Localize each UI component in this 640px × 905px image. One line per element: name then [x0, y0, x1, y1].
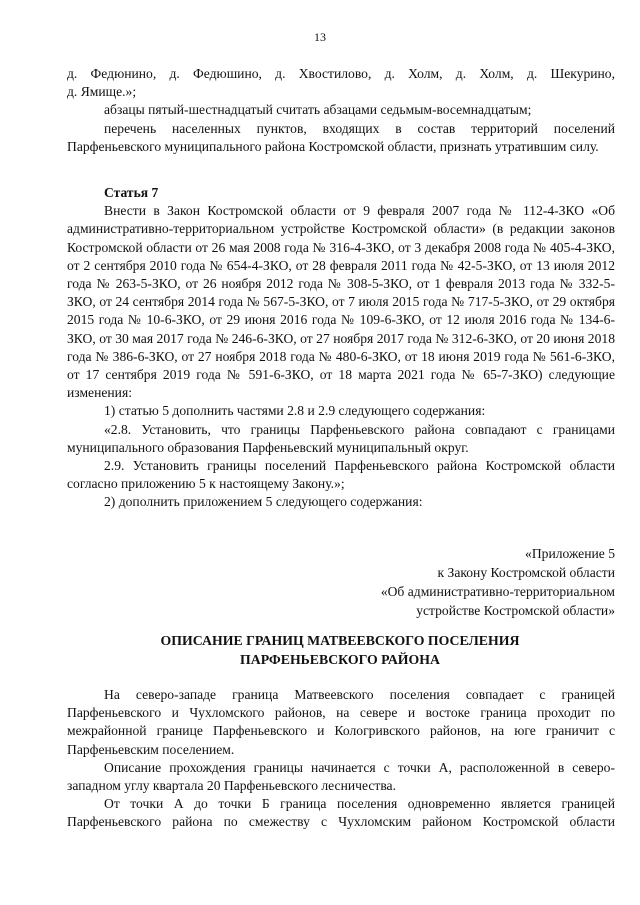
paragraph-renumbering: абзацы пятый-шестнадцатый считать абзацами седьмым-восемнадцатым; — [104, 102, 532, 118]
description-paragraph-3: От точки А до точки Б граница поселения одновременно является границей Парфеньевского района по смежеству с Чухломским районом Костромской области — [67, 796, 615, 830]
article-item-1-part-2-9: 2.9. Установить границы поселений Парфеньевского района Костромской области согласно приложению 5 к настоящему Закону.»; — [67, 458, 615, 492]
document-title — [0, 631, 640, 669]
title-line-2: ПАРФЕНЬЕВСКОГО РАЙОНА — [240, 652, 440, 667]
appendix-line-4: устройстве Костромской области» — [416, 603, 615, 618]
appendix-line-1: «Приложение 5 — [525, 546, 615, 561]
paragraph-repeal: перечень населенных пунктов, входящих в состав территорий поселений Парфеньевского муниципального района Костромской области, признать утратившим силу. — [67, 120, 615, 154]
article-7 — [67, 184, 615, 512]
article-heading: Статья 7 — [104, 185, 159, 200]
article-intro: Внести в Закон Костромской области от 9 февраля 2007 года № 112-4-ЗКО «Об административно-территориальном устройстве Костромской области» (в редакции законов Костромской области от 26 мая 2008 года № 316-4-ЗКО, от 3 декабря 2008 года № 405-4-ЗКО, от 2 сентября 2010 года № 654-4-ЗКО, от 28 февраля 2011 года № 42-5-ЗКО, от 13 июля 2012 года № 263-5-ЗКО, от 26 ноября 2012 года № 308-5-ЗКО, от 1 февраля 2013 года № 332-5-ЗКО, от 24 сентября 2014 года № 567-5-ЗКО, от 7 июля 2015 года № 717-5-ЗКО, от 29 октября 2015 года № 10-6-ЗКО, от 29 июня 2016 года № 109-6-ЗКО, от 12 июля 2016 года № 134-6-ЗКО, от 30 мая 2017 года № 246-6-ЗКО, от 27 ноября 2017 года № 312-6-ЗКО, от 20 июня 2018 года № 386-6-ЗКО, от 27 ноября 2018 года № 480-6-ЗКО, от 18 июня 2019 года № 561-6-ЗКО, от 17 сентября 2019 года № 591-6-ЗКО, от 18 марта 2021 года № 65-7-ЗКО) следующие изменения: — [67, 203, 615, 401]
page-number: 13 — [314, 30, 326, 44]
article-item-1: 1) статью 5 дополнить частями 2.8 и 2.9 следующего содержания: — [104, 403, 486, 419]
appendix-header — [295, 544, 615, 620]
article-item-1-part-2-8: «2.8. Установить, что границы Парфеньевского района совпадают с границами муниципального образования Парфеньевский муниципальный округ. — [67, 421, 615, 455]
settlements-list-line: д. Федюнино, д. Федюшино, д. Хвостилово, д. Холм, д. Холм, д. Шекурино, — [67, 66, 615, 81]
appendix-line-3: «Об административно-территориальном — [380, 584, 615, 599]
title-line-1: ОПИСАНИЕ ГРАНИЦ МАТВЕЕВСКОГО ПОСЕЛЕНИЯ — [160, 633, 520, 648]
appendix-line-2: к Закону Костромской области — [437, 565, 615, 580]
article-item-2: 2) дополнить приложением 5 следующего содержания: — [104, 494, 423, 510]
description-paragraph-1: На северо-западе граница Матвеевского поселения совпадает с границей Парфеньевского и Чухломского районов, на севере и востоке граница проходит по межрайонной границе Парфеньевского и Кологривского районов, на юге граничит с Парфеньевским поселением. — [67, 687, 615, 757]
settlements-list-end: д. Ямище.»; — [67, 84, 137, 100]
description-paragraph-2: Описание прохождения границы начинается с точки А, расположенной в северо-западном углу квартала 20 Парфеньевского лесничества. — [67, 759, 615, 794]
boundary-description — [67, 686, 615, 832]
preceding-text — [67, 65, 615, 156]
